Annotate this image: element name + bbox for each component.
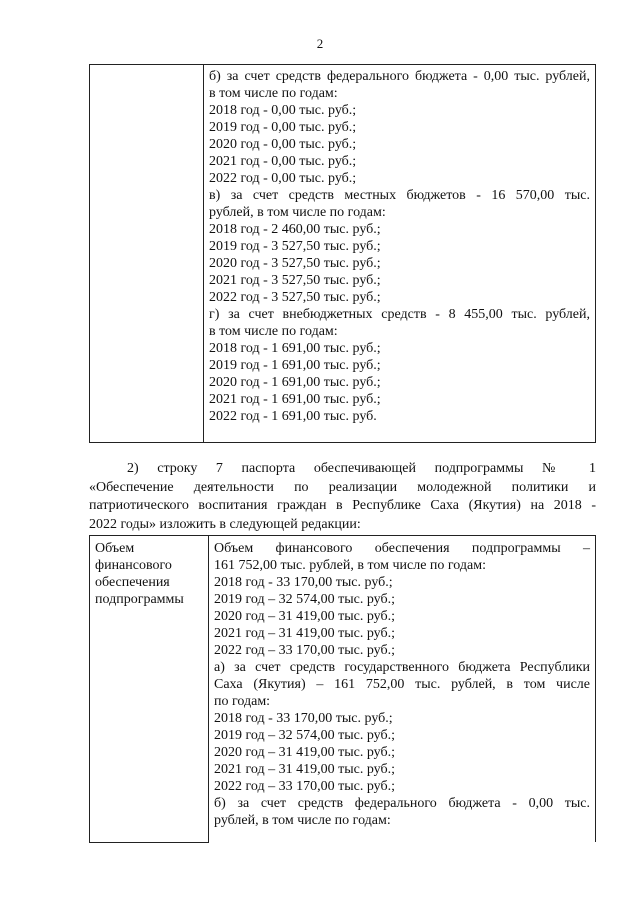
text-line: 2018 год - 1 691,00 тыс. руб.;	[209, 341, 381, 356]
text-line: 2020 год – 31 419,00 тыс. руб.;	[214, 609, 395, 624]
table-row	[90, 65, 596, 443]
text-line: 2018 год - 2 460,00 тыс. руб.;	[209, 222, 381, 237]
text-line: рублей, в том числе по годам:	[209, 205, 386, 220]
text-line: 2022 год – 33 170,00 тыс. руб.;	[214, 643, 395, 658]
text-line: 2018 год - 33 170,00 тыс. руб.;	[214, 711, 393, 726]
label-line: подпрограммы	[95, 592, 184, 607]
label-line: Объем	[95, 541, 135, 556]
text-line: 2019 год - 0,00 тыс. руб.;	[209, 120, 357, 135]
text-line: 161 752,00 тыс. рублей, в том числе по годам:	[214, 558, 486, 573]
text-line: 2019 год - 3 527,50 тыс. руб.;	[209, 239, 381, 254]
text-line: 2022 год - 1 691,00 тыс. руб.	[209, 409, 377, 424]
text-line: Саха (Якутия) – 161 752,00 тыс. рублей, в том числе	[214, 677, 590, 692]
text-line: 2019 год – 32 574,00 тыс. руб.;	[214, 728, 395, 743]
label-cell	[90, 536, 209, 843]
text-line: 2021 год - 0,00 тыс. руб.;	[209, 154, 357, 169]
text-line: 2018 год - 0,00 тыс. руб.;	[209, 103, 357, 118]
label-line: обеспечения	[95, 575, 170, 590]
text-line: б) за счет средств федерального бюджета - 0,00 тыс.	[214, 796, 590, 811]
text-line: 2021 год – 31 419,00 тыс. руб.;	[214, 762, 395, 777]
text-line: 2019 год – 32 574,00 тыс. руб.;	[214, 592, 395, 607]
table-row	[90, 536, 596, 843]
text-line: 2021 год - 3 527,50 тыс. руб.;	[209, 273, 381, 288]
paragraph-line: 2022 годы» изложить в следующей редакции:	[89, 516, 361, 532]
text-line: рублей, в том числе по годам:	[214, 813, 391, 828]
text-line: 2018 год - 33 170,00 тыс. руб.;	[214, 575, 393, 590]
text-line: г) за счет внебюджетных средств - 8 455,00 тыс. рублей,	[209, 307, 590, 322]
text-line: 2021 год – 31 419,00 тыс. руб.;	[214, 626, 395, 641]
label-cell-empty	[90, 65, 204, 443]
text-line: 2022 год - 3 527,50 тыс. руб.;	[209, 290, 381, 305]
text-line: 2022 год – 33 170,00 тыс. руб.;	[214, 779, 395, 794]
paragraph-line: 2) строку 7 паспорта обеспечивающей подпрограммы № 1	[127, 461, 596, 476]
text-line: 2022 год - 0,00 тыс. руб.;	[209, 171, 357, 186]
funding-table-continued	[89, 64, 596, 443]
funding-details-cell	[204, 65, 596, 443]
funding-details-cell	[209, 536, 596, 843]
page-number: 2	[316, 36, 324, 51]
text-line: в) за счет средств местных бюджетов - 16 570,00 тыс.	[209, 188, 590, 203]
text-line: в том числе по годам:	[209, 324, 338, 339]
text-line: 2021 год - 1 691,00 тыс. руб.;	[209, 392, 381, 407]
text-line: а) за счет средств государственного бюджета Республики	[214, 660, 590, 675]
subprogram-funding-table	[89, 535, 596, 843]
text-line: 2020 год - 3 527,50 тыс. руб.;	[209, 256, 381, 271]
paragraph-line: «Обеспечение деятельности по реализации молодежной политики и	[89, 479, 596, 495]
text-line: в том числе по годам:	[209, 86, 338, 101]
label-line: финансового	[95, 558, 172, 573]
text-line: 2020 год – 31 419,00 тыс. руб.;	[214, 745, 395, 760]
paragraph-line: патриотического воспитания граждан в Республике Саха (Якутия) на 2018 -	[89, 498, 596, 513]
text-line: 2020 год - 0,00 тыс. руб.;	[209, 137, 357, 152]
amendment-paragraph	[89, 460, 596, 534]
text-line: 2020 год - 1 691,00 тыс. руб.;	[209, 375, 381, 390]
text-line: Объем финансового обеспечения подпрограммы –	[214, 541, 590, 556]
text-line: 2019 год - 1 691,00 тыс. руб.;	[209, 358, 381, 373]
text-line: б) за счет средств федерального бюджета - 0,00 тыс. рублей,	[209, 69, 590, 84]
text-line: по годам:	[214, 694, 271, 709]
